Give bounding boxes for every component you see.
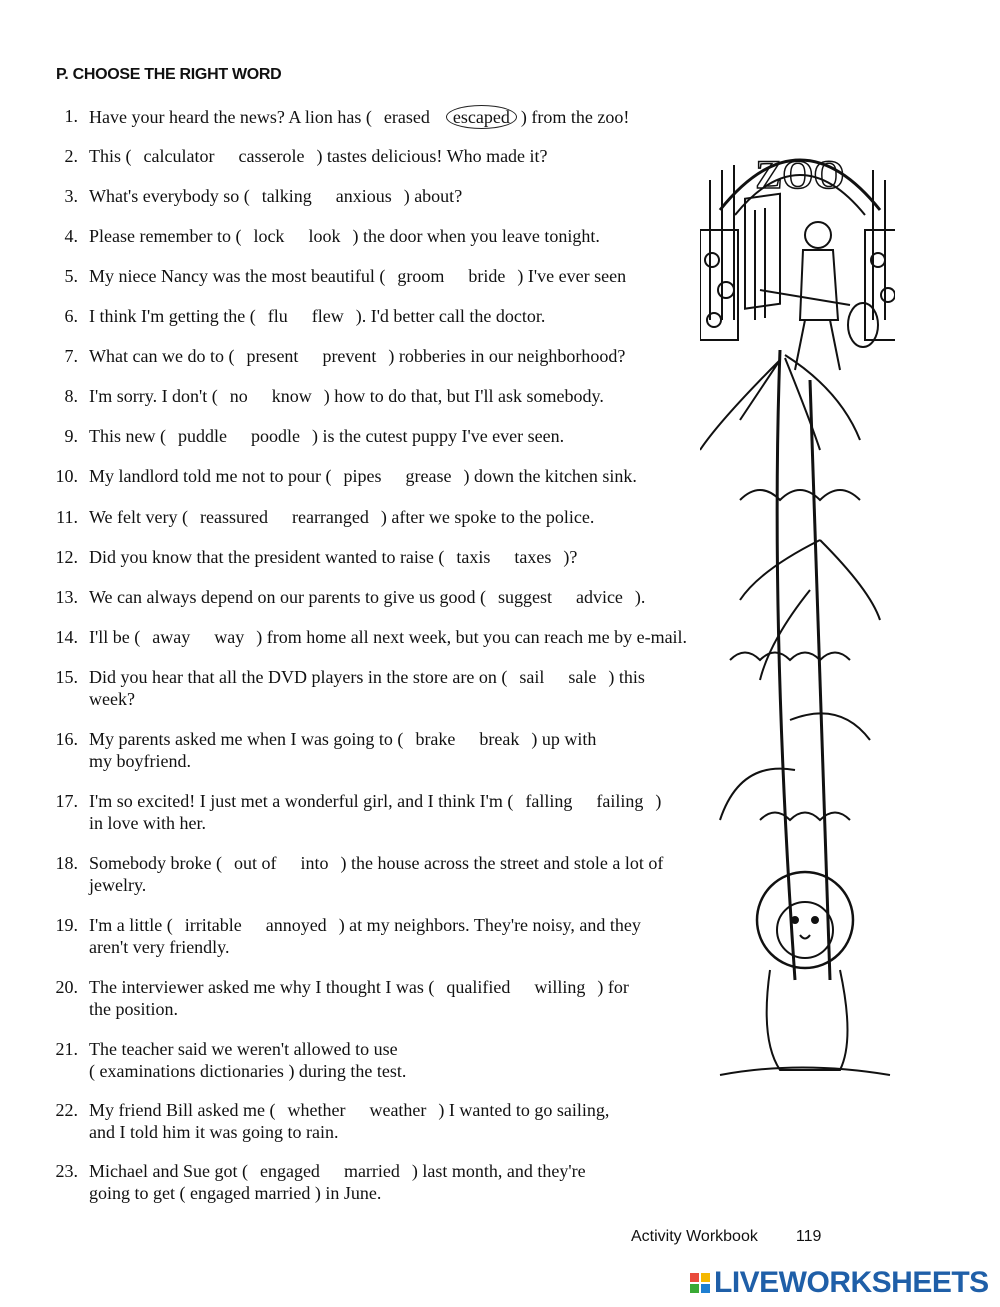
choice-option[interactable]: rearranged: [291, 507, 369, 527]
item-stem: I'm a little (: [89, 915, 173, 935]
item-tail: ).: [634, 587, 646, 607]
choice-option[interactable]: groom: [397, 266, 445, 286]
zoo-sign: ZOO: [755, 152, 845, 197]
item-tail: )?: [563, 547, 578, 567]
item-tail: ) I've ever seen: [517, 266, 627, 286]
item-tail: ) tastes delicious! Who made it?: [316, 146, 548, 166]
choice-selected[interactable]: escaped: [446, 105, 517, 129]
section-heading: P. CHOOSE THE RIGHT WORD: [56, 66, 282, 83]
item-stem: I'm sorry. I don't (: [89, 386, 218, 406]
item-tail: ) how to do that, but I'll ask somebody.: [323, 386, 604, 406]
choice-option[interactable]: talking: [261, 186, 312, 206]
item-text: [89, 852, 663, 896]
choice-option[interactable]: way: [214, 627, 245, 647]
item-number: 1.: [64, 106, 78, 126]
choice-option[interactable]: anxious: [335, 186, 392, 206]
item-text: [89, 790, 661, 834]
item-number: 22.: [55, 1100, 78, 1120]
item-continuation: my boyfriend.: [89, 751, 191, 771]
item-text: [89, 976, 629, 1020]
choice-option[interactable]: failing: [596, 791, 644, 811]
item-tail: ) I wanted to go sailing,: [438, 1100, 610, 1120]
item-text: [89, 1099, 609, 1143]
item-tail: ) at my neighbors. They're noisy, and they: [338, 915, 641, 935]
item-tail: ): [655, 791, 662, 811]
choice-option[interactable]: no: [229, 386, 248, 406]
choice-option[interactable]: puddle: [177, 426, 227, 446]
choice-option[interactable]: taxis: [456, 547, 491, 567]
logo-text: LIVEWORKSHEETS: [714, 1266, 989, 1299]
item-stem: The teacher said we weren't allowed to use: [89, 1039, 398, 1059]
item-number: 15.: [55, 667, 78, 687]
choice-option[interactable]: suggest: [497, 587, 552, 607]
item-tail: ) is the cutest puppy I've ever seen.: [311, 426, 565, 446]
item-text: [89, 465, 637, 487]
choice-option[interactable]: look: [308, 226, 341, 246]
item-text: [89, 345, 625, 367]
item-number: 20.: [55, 977, 78, 997]
item-tail: ) for: [597, 977, 629, 997]
item-tail: ) down the kitchen sink.: [463, 466, 637, 486]
item-tail: ) after we spoke to the police.: [380, 507, 595, 527]
item-continuation: in love with her.: [89, 813, 206, 833]
choice-option[interactable]: married: [343, 1161, 400, 1181]
choice-option[interactable]: lock: [253, 226, 285, 246]
item-text: [89, 225, 600, 247]
choice-option[interactable]: break: [479, 729, 520, 749]
item-text: [89, 586, 645, 608]
choice-option[interactable]: grease: [405, 466, 452, 486]
item-text: [89, 546, 577, 568]
choice-option[interactable]: brake: [415, 729, 456, 749]
item-stem: My friend Bill asked me (: [89, 1100, 276, 1120]
choice-option[interactable]: present: [246, 346, 299, 366]
item-tail: ) last month, and they're: [411, 1161, 586, 1181]
item-tail: ) this: [608, 667, 645, 687]
item-text: [89, 1038, 406, 1082]
item-number: 3.: [64, 186, 78, 206]
item-stem: I think I'm getting the (: [89, 306, 256, 326]
choice-option[interactable]: irritable: [184, 915, 242, 935]
item-stem: My landlord told me not to pour (: [89, 466, 332, 486]
item-stem: Did you know that the president wanted to raise (: [89, 547, 445, 567]
choice-option[interactable]: annoyed: [265, 915, 327, 935]
item-text: [89, 666, 645, 710]
item-stem: I'm so excited! I just met a wonderful girl, and I think I'm (: [89, 791, 514, 811]
item-text: [89, 626, 687, 648]
choice-option[interactable]: taxes: [514, 547, 552, 567]
item-number: 21.: [55, 1039, 78, 1059]
choice-option[interactable]: qualified: [446, 977, 511, 997]
item-number: 10.: [55, 466, 78, 486]
item-tail: ) up with: [531, 729, 597, 749]
item-stem: My niece Nancy was the most beautiful (: [89, 266, 386, 286]
item-stem: We can always depend on our parents to give us good (: [89, 587, 486, 607]
item-number: 23.: [55, 1161, 78, 1181]
item-continuation: aren't very friendly.: [89, 937, 230, 957]
zoo-illustration: [700, 120, 895, 1085]
choice-option[interactable]: falling: [525, 791, 573, 811]
item-continuation: and I told him it was going to rain.: [89, 1122, 339, 1142]
item-number: 11.: [56, 507, 78, 527]
choice-option[interactable]: flu: [267, 306, 288, 326]
item-stem: Somebody broke (: [89, 853, 222, 873]
choice-option[interactable]: know: [271, 386, 312, 406]
item-continuation: going to get ( engaged married ) in June.: [89, 1183, 382, 1203]
liveworksheets-logo: [690, 1266, 989, 1300]
choice-option[interactable]: whether: [287, 1100, 346, 1120]
item-stem: Please remember to (: [89, 226, 242, 246]
item-continuation: ( examinations dictionaries ) during the test.: [89, 1061, 407, 1081]
choice-option[interactable]: bride: [468, 266, 506, 286]
item-stem: The interviewer asked me why I thought I was (: [89, 977, 435, 997]
item-text: [89, 728, 596, 772]
item-text: [89, 506, 594, 528]
choice-option[interactable]: willing: [534, 977, 586, 997]
item-number: 8.: [64, 386, 78, 406]
item-text: [89, 385, 604, 407]
item-number: 12.: [55, 547, 78, 567]
item-text: [89, 914, 641, 958]
item-text: [89, 265, 626, 287]
choice-option[interactable]: flew: [311, 306, 344, 326]
item-number: 16.: [55, 729, 78, 749]
item-stem: Michael and Sue got (: [89, 1161, 248, 1181]
item-tail: ) robberies in our neighborhood?: [388, 346, 626, 366]
item-number: 17.: [55, 791, 78, 811]
item-stem: This (: [89, 146, 132, 166]
item-number: 9.: [64, 426, 78, 446]
item-stem: What can we do to (: [89, 346, 235, 366]
choice-option[interactable]: poodle: [250, 426, 300, 446]
choice-option[interactable]: erased: [383, 107, 430, 127]
item-stem: This new (: [89, 426, 166, 446]
item-stem: We felt very (: [89, 507, 188, 527]
choice-option[interactable]: reassured: [200, 507, 268, 527]
choice-option[interactable]: prevent: [322, 346, 377, 366]
item-stem: I'll be (: [89, 627, 141, 647]
item-tail: ) the door when you leave tonight.: [352, 226, 600, 246]
item-number: 5.: [64, 266, 78, 286]
item-number: 14.: [55, 627, 78, 647]
item-text: [89, 145, 548, 167]
item-text: [89, 1160, 586, 1204]
book-title: Activity Workbook: [631, 1228, 758, 1245]
item-tail: ) the house across the street and stole a lot of: [340, 853, 664, 873]
page-number: 119: [795, 1228, 822, 1245]
item-continuation: week?: [89, 689, 135, 709]
item-stem: What's everybody so (: [89, 186, 250, 206]
choice-option[interactable]: out of: [233, 853, 277, 873]
item-text: [89, 105, 629, 129]
item-text: [89, 185, 462, 207]
item-continuation: jewelry.: [89, 875, 147, 895]
item-text: [89, 305, 545, 327]
choice-option[interactable]: into: [300, 853, 329, 873]
logo-blocks-icon: [690, 1273, 710, 1293]
item-stem: Have your heard the news? A lion has (: [89, 107, 372, 127]
choice-option[interactable]: engaged: [259, 1161, 320, 1181]
choice-option[interactable]: away: [152, 627, 191, 647]
item-stem: Did you hear that all the DVD players in the store are on (: [89, 667, 508, 687]
page-footer: [631, 1228, 821, 1246]
item-number: 6.: [64, 306, 78, 326]
item-number: 4.: [64, 226, 78, 246]
item-number: 18.: [55, 853, 78, 873]
item-stem: My parents asked me when I was going to (: [89, 729, 404, 749]
choice-option[interactable]: advice: [575, 587, 623, 607]
item-tail: ) about?: [403, 186, 463, 206]
choice-option[interactable]: sale: [568, 667, 597, 687]
item-tail: ). I'd better call the doctor.: [355, 306, 546, 326]
item-tail: ) from the zoo!: [520, 107, 630, 127]
item-number: 7.: [64, 346, 78, 366]
item-number: 19.: [55, 915, 78, 935]
item-number: 13.: [55, 587, 78, 607]
item-continuation: the position.: [89, 999, 178, 1019]
item-text: [89, 425, 564, 447]
choice-option[interactable]: casserole: [238, 146, 305, 166]
choice-option[interactable]: pipes: [343, 466, 382, 486]
choice-option[interactable]: weather: [369, 1100, 427, 1120]
item-tail: ) from home all next week, but you can reach me by e-mail.: [256, 627, 688, 647]
choice-option[interactable]: sail: [519, 667, 545, 687]
item-number: 2.: [64, 146, 78, 166]
choice-option[interactable]: calculator: [143, 146, 215, 166]
